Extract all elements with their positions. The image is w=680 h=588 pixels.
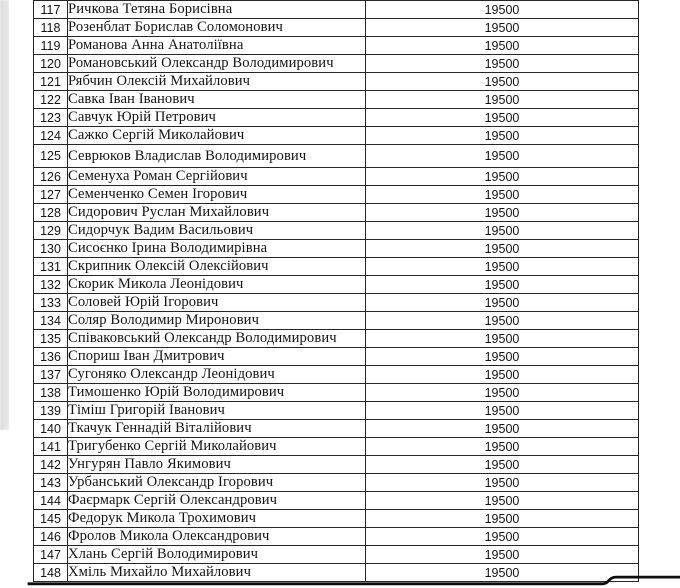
- row-number-cell: 135: [34, 330, 68, 348]
- table-row: [34, 37, 639, 55]
- row-number-cell: 118: [34, 19, 68, 37]
- amount-cell: 19500: [366, 456, 639, 474]
- amount-cell: 19500: [366, 330, 639, 348]
- person-name-cell: Тимошенко Юрій Володимирович: [68, 384, 366, 402]
- amount-cell: 19500: [366, 438, 639, 456]
- person-name-cell: Савчук Юрій Петрович: [68, 109, 366, 127]
- row-number-cell: 127: [34, 186, 68, 204]
- person-name-cell: Фаєрмарк Сергій Олександрович: [68, 492, 366, 510]
- row-number-cell: 131: [34, 258, 68, 276]
- amount-cell: 19500: [366, 222, 639, 240]
- table-row: [34, 510, 639, 528]
- amount-cell: 19500: [366, 55, 639, 73]
- person-name-cell: Сидорчук Вадим Васильович: [68, 222, 366, 240]
- table-row: [34, 402, 639, 420]
- table-row: [34, 186, 639, 204]
- row-number-cell: 125: [34, 145, 68, 168]
- table-row: [34, 91, 639, 109]
- table-row: [34, 222, 639, 240]
- table-row: [34, 366, 639, 384]
- amount-cell: 19500: [366, 127, 639, 145]
- row-number-cell: 124: [34, 127, 68, 145]
- table-row: [34, 420, 639, 438]
- row-number-cell: 142: [34, 456, 68, 474]
- table-row: [34, 492, 639, 510]
- table-row: [34, 19, 639, 37]
- table-row: [34, 73, 639, 91]
- amount-cell: 19500: [366, 168, 639, 186]
- row-number-cell: 129: [34, 222, 68, 240]
- person-name-cell: Романовський Олександр Володимирович: [68, 55, 366, 73]
- amount-cell: 19500: [366, 546, 639, 564]
- amount-cell: 19500: [366, 240, 639, 258]
- row-number-cell: 139: [34, 402, 68, 420]
- person-name-cell: Семенуха Роман Сергійович: [68, 168, 366, 186]
- person-name-cell: Тіміш Григорій Іванович: [68, 402, 366, 420]
- person-name-cell: Федорук Микола Трохимович: [68, 510, 366, 528]
- person-name-cell: Сажко Сергій Миколайович: [68, 127, 366, 145]
- amount-cell: 19500: [366, 528, 639, 546]
- person-name-cell: Урбанський Олександр Ігорович: [68, 474, 366, 492]
- person-name-cell: Соловей Юрій Ігорович: [68, 294, 366, 312]
- amount-cell: 19500: [366, 1, 639, 19]
- amount-cell: 19500: [366, 109, 639, 127]
- row-number-cell: 117: [34, 1, 68, 19]
- row-number-cell: 122: [34, 91, 68, 109]
- person-name-cell: Хлань Сергій Володимирович: [68, 546, 366, 564]
- row-number-cell: 146: [34, 528, 68, 546]
- row-number-cell: 126: [34, 168, 68, 186]
- person-name-cell: Рябчин Олексій Михайлович: [68, 73, 366, 91]
- table-row: [34, 127, 639, 145]
- table-row: [34, 456, 639, 474]
- table-row: [34, 55, 639, 73]
- person-name-cell: Сугоняко Олександр Леонідович: [68, 366, 366, 384]
- amount-cell: 19500: [366, 312, 639, 330]
- table-row: [34, 145, 639, 168]
- row-number-cell: 148: [34, 564, 68, 582]
- table-row: [34, 109, 639, 127]
- amount-cell: 19500: [366, 348, 639, 366]
- payments-table-body: [34, 1, 639, 582]
- person-name-cell: Савка Іван Іванович: [68, 91, 366, 109]
- row-number-cell: 120: [34, 55, 68, 73]
- table-row: [34, 240, 639, 258]
- row-number-cell: 119: [34, 37, 68, 55]
- amount-cell: 19500: [366, 145, 639, 168]
- row-number-cell: 132: [34, 276, 68, 294]
- row-number-cell: 144: [34, 492, 68, 510]
- table-row: [34, 474, 639, 492]
- table-row: [34, 312, 639, 330]
- table-row: [34, 204, 639, 222]
- amount-cell: 19500: [366, 186, 639, 204]
- table-row: [34, 1, 639, 19]
- row-number-cell: 130: [34, 240, 68, 258]
- person-name-cell: Співаковський Олександр Володимирович: [68, 330, 366, 348]
- amount-cell: 19500: [366, 402, 639, 420]
- amount-cell: 19500: [366, 474, 639, 492]
- person-name-cell: Унгурян Павло Якимович: [68, 456, 366, 474]
- amount-cell: 19500: [366, 19, 639, 37]
- table-row: [34, 384, 639, 402]
- person-name-cell: Ричкова Тетяна Борисівна: [68, 1, 366, 19]
- table-row: [34, 348, 639, 366]
- amount-cell: 19500: [366, 510, 639, 528]
- row-number-cell: 134: [34, 312, 68, 330]
- person-name-cell: Тригубенко Сергій Миколайович: [68, 438, 366, 456]
- table-row: [34, 438, 639, 456]
- table-row: [34, 528, 639, 546]
- table-row: [34, 168, 639, 186]
- payments-table: [33, 0, 639, 582]
- person-name-cell: Романова Анна Анатоліївна: [68, 37, 366, 55]
- amount-cell: 19500: [366, 37, 639, 55]
- person-name-cell: Скорик Микола Леонідович: [68, 276, 366, 294]
- person-name-cell: Сисоєнко Ірина Володимирівна: [68, 240, 366, 258]
- row-number-cell: 145: [34, 510, 68, 528]
- person-name-cell: Фролов Микола Олександрович: [68, 528, 366, 546]
- person-name-cell: Соляр Володимир Миронович: [68, 312, 366, 330]
- amount-cell: 19500: [366, 384, 639, 402]
- amount-cell: 19500: [366, 73, 639, 91]
- amount-cell: 19500: [366, 276, 639, 294]
- row-number-cell: 138: [34, 384, 68, 402]
- row-number-cell: 140: [34, 420, 68, 438]
- amount-cell: 19500: [366, 366, 639, 384]
- table-row: [34, 294, 639, 312]
- amount-cell: 19500: [366, 204, 639, 222]
- row-number-cell: 147: [34, 546, 68, 564]
- row-number-cell: 137: [34, 366, 68, 384]
- person-name-cell: Семенченко Семен Ігорович: [68, 186, 366, 204]
- table-row: [34, 258, 639, 276]
- person-name-cell: Хміль Михайло Михайлович: [68, 564, 366, 582]
- row-number-cell: 141: [34, 438, 68, 456]
- row-number-cell: 143: [34, 474, 68, 492]
- person-name-cell: Спориш Іван Дмитрович: [68, 348, 366, 366]
- amount-cell: 19500: [366, 420, 639, 438]
- amount-cell: 19500: [366, 492, 639, 510]
- scan-edge-artifact: [0, 0, 9, 430]
- row-number-cell: 128: [34, 204, 68, 222]
- row-number-cell: 123: [34, 109, 68, 127]
- table-row: [34, 276, 639, 294]
- row-number-cell: 133: [34, 294, 68, 312]
- table-row: [34, 330, 639, 348]
- amount-cell: 19500: [366, 294, 639, 312]
- person-name-cell: Севрюков Владислав Володимирович: [68, 145, 366, 168]
- table-row: [34, 546, 639, 564]
- table-row: [34, 564, 639, 582]
- person-name-cell: Ткачук Геннадій Віталійович: [68, 420, 366, 438]
- person-name-cell: Розенблат Борислав Соломонович: [68, 19, 366, 37]
- amount-cell: 19500: [366, 564, 639, 582]
- amount-cell: 19500: [366, 258, 639, 276]
- row-number-cell: 121: [34, 73, 68, 91]
- row-number-cell: 136: [34, 348, 68, 366]
- amount-cell: 19500: [366, 91, 639, 109]
- person-name-cell: Сидорович Руслан Михайлович: [68, 204, 366, 222]
- person-name-cell: Скрипник Олексій Олексійович: [68, 258, 366, 276]
